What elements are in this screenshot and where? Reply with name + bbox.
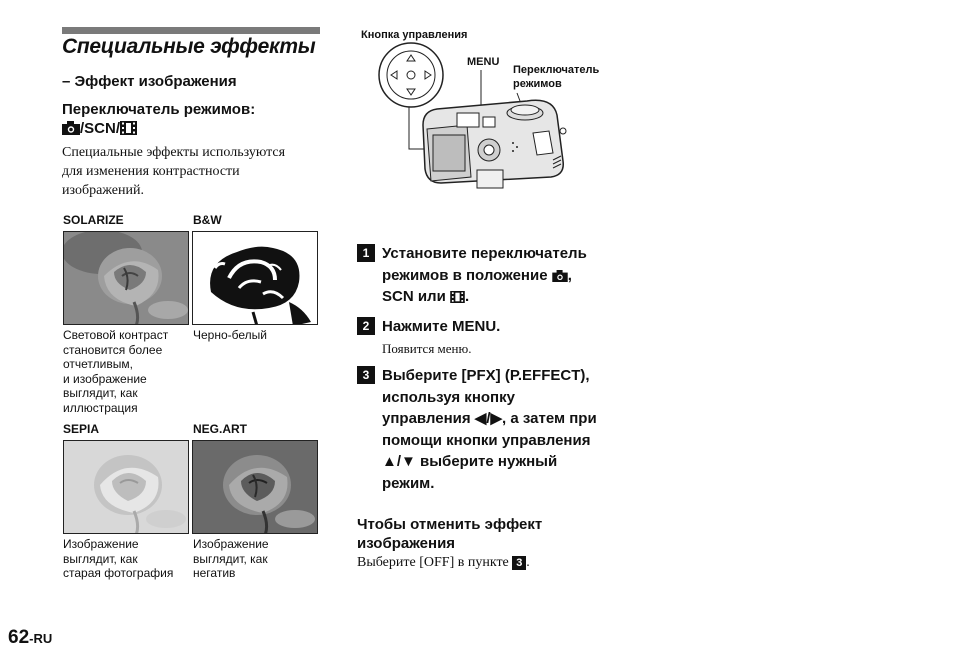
step-1: 1 Установите переключатель режимов в положение , SCN или . (357, 243, 627, 309)
mode-switch-info (62, 100, 255, 138)
effect-label-negart: NEG.ART (193, 422, 247, 436)
solarize-caption: Световой контраст становится более отчетливым, и изображение выглядит, как иллюстрация (63, 328, 169, 415)
camera-diagram (357, 25, 617, 205)
control-button-label: Кнопка управления (361, 29, 468, 41)
bw-caption: Черно-белый (193, 328, 267, 342)
step-1-number: 1 (357, 244, 375, 262)
menu-label: MENU (467, 56, 500, 68)
sepia-caption: Изображение выглядит, как старая фотография (63, 537, 174, 580)
camera-icon (62, 121, 80, 135)
step-ref-badge: 3 (512, 556, 526, 570)
section-title-bar (62, 27, 320, 34)
mode-switch-value: /SCN/ (62, 119, 255, 138)
mode-switch-diagram-label: Переключатель режимов (513, 64, 600, 90)
step-2: 2 Нажмите MENU. Появится меню. (357, 316, 627, 360)
step-2-note: Появится меню. (382, 340, 472, 356)
step-3-number: 3 (357, 366, 375, 384)
intro-text: Специальные эффекты используются для изменения контрастности изображений. (62, 145, 286, 198)
effect-label-bw: B&W (193, 213, 222, 227)
negart-sample-image (192, 440, 318, 534)
page-title: Специальные эффекты (62, 35, 316, 58)
movie-icon (120, 121, 137, 135)
negart-caption: Изображение выглядит, как негатив (193, 537, 269, 580)
step-2-number: 2 (357, 317, 375, 335)
movie-icon (450, 291, 465, 303)
effect-label-solarize: SOLARIZE (63, 213, 124, 227)
mode-switch-label: Переключатель режимов: (62, 101, 256, 118)
solarize-sample-image (63, 231, 189, 325)
effect-label-sepia: SEPIA (63, 422, 100, 436)
camera-icon (552, 270, 568, 282)
cancel-heading: Чтобы отменить эффект изображения (357, 516, 543, 552)
cancel-text: Выберите [OFF] в пункте 3 . (357, 555, 530, 570)
page-number: 62-RU (8, 627, 53, 648)
camera-illustration (357, 25, 617, 205)
bw-sample-image (192, 231, 318, 325)
section-subtitle: – Эффект изображения (62, 73, 237, 90)
step-3: 3 Выберите [PFX] (P.EFFECT), используя кнопку управления ◀/▶, а затем при помощи кнопки управления ▲/▼ выберите нужный режим. (357, 365, 627, 495)
sepia-sample-image (63, 440, 189, 534)
